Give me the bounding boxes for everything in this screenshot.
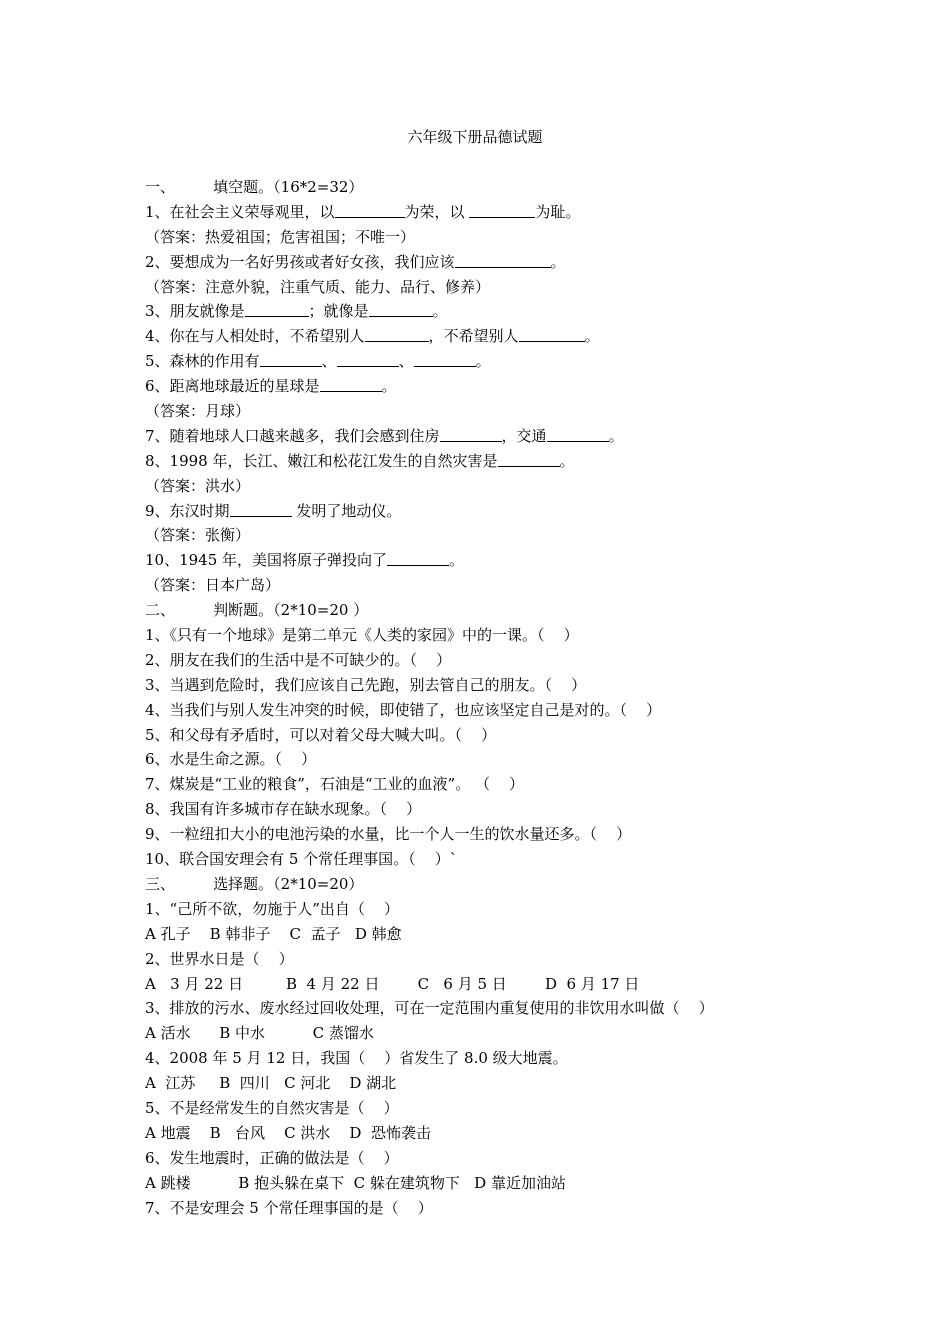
judge-item: 10、联合国安理会有 5 个常任理事国。（ ）` — [145, 850, 458, 869]
answer-8: （答案：洪水） — [145, 476, 251, 495]
question-10: 10、1945 年，美国将原子弹投向了 。 — [145, 551, 465, 570]
question-9: 9、东汉时期 发明了地动仪。 — [145, 501, 402, 520]
choice-options: A 孔子 B 韩非子 C 孟子 D 韩愈 — [145, 924, 402, 943]
question-1: 1、在社会主义荣辱观里，以 为荣，以 为耻。 — [145, 202, 581, 221]
judge-item: 8、我国有许多城市存在缺水现象。（ ） — [145, 800, 422, 819]
judge-item: 9、一粒纽扣大小的电池污染的水量，比一个人一生的饮水量还多。（ ） — [145, 825, 632, 844]
document-title: 六年级下册品德试题 — [407, 128, 543, 146]
answer-2: （答案：注意外貌，注重气质、能力、品行、修养） — [145, 277, 491, 296]
document-body — [145, 175, 905, 1220]
question-2: 2、要想成为一名好男孩或者好女孩，我们应该 。 — [145, 252, 566, 271]
choice-question: 5、不是经常发生的自然灾害是（ ） — [145, 1098, 399, 1117]
question-3: 3、朋友就像是 ；就像是 。 — [145, 302, 448, 321]
choice-question: 4、2008 年 5 月 12 日，我国（ ）省发生了 8.0 级大地震。 — [145, 1049, 568, 1068]
choice-question: 3、排放的污水、废水经过回收处理，可在一定范围内重复使用的非饮用水叫做（ ） — [145, 999, 714, 1018]
choice-options: A 江苏 B 四川 C 河北 D 湖北 — [145, 1074, 397, 1093]
choice-options: A 3 月 22 日 B 4 月 22 日 C 6 月 5 日 D 6 月 17 日 — [145, 974, 640, 993]
judge-item: 5、和父母有矛盾时，可以对着父母大喊大叫。（ ） — [145, 725, 497, 744]
answer-6: （答案：月球） — [145, 402, 251, 421]
judge-item: 6、水是生命之源。（ ） — [145, 750, 317, 769]
choice-question: 7、不是安理会 5 个常任理事国的是（ ） — [145, 1198, 433, 1217]
judge-item: 4、当我们与别人发生冲突的时候，即使错了，也应该坚定自己是对的。（ ） — [145, 700, 662, 719]
judge-item: 1、《只有一个地球》是第二单元《人类的家园》中的一课。（ ） — [145, 626, 579, 645]
section2-heading: 二、 判断题。（2*10=20 ） — [145, 601, 369, 620]
question-4: 4、你在与人相处时，不希望别人 ，不希望别人 。 — [145, 327, 600, 346]
choice-options: A 跳楼 B 抱头躲在桌下 C 躲在建筑物下 D 靠近加油站 — [145, 1173, 566, 1192]
choice-question: 1、“己所不欲，勿施于人”出自（ ） — [145, 899, 399, 918]
choice-options: A 活水 B 中水 C 蒸馏水 — [145, 1024, 374, 1043]
judge-item: 2、朋友在我们的生活中是不可缺少的。（ ） — [145, 650, 452, 669]
judge-item: 3、当遇到危险时，我们应该自己先跑，别去管自己的朋友。（ ） — [145, 675, 587, 694]
section1-heading: 一、 填空题。（16*2=32） — [145, 178, 364, 196]
answer-1: （答案：热爱祖国；危害祖国；不唯一） — [145, 227, 416, 246]
section3-heading: 三、 选择题。（2*10=20） — [145, 874, 364, 893]
answer-9: （答案：张衡） — [145, 526, 251, 545]
question-7: 7、随着地球人口越来越多，我们会感到住房 ，交通 。 — [145, 426, 624, 445]
judge-item: 7、煤炭是“工业的粮食”，石油是“工业的血液”。 （ ） — [145, 775, 525, 794]
question-5: 5、森林的作用有 、 、 。 — [145, 352, 491, 371]
choice-question: 2、世界水日是（ ） — [145, 949, 294, 968]
question-8: 8、1998 年，长江、嫩江和松花江发生的自然灾害是 。 — [145, 451, 575, 470]
answer-10: （答案：日本广岛） — [145, 576, 281, 595]
question-6: 6、距离地球最近的星球是 。 — [145, 377, 397, 396]
choice-question: 6、发生地震时，正确的做法是（ ） — [145, 1148, 399, 1167]
choice-options: A 地震 B 台风 C 洪水 D 恐怖袭击 — [145, 1123, 431, 1142]
